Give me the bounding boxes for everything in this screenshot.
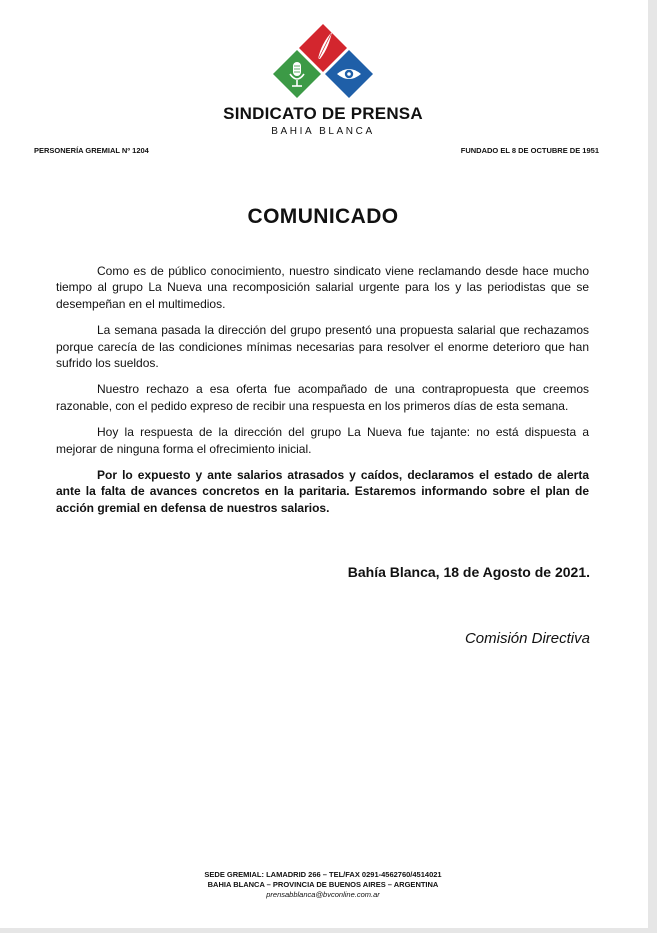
footer-email: prensabblanca@bvconline.com.ar (266, 890, 380, 899)
page-edge-right (648, 0, 657, 933)
page-edge-bottom (0, 928, 657, 933)
document-title: COMUNICADO (247, 205, 399, 228)
founded-date: FUNDADO EL 8 DE OCTUBRE DE 1951 (460, 146, 599, 155)
paragraph-3: Nuestro rechazo a esa oferta fue acompañado de una contrapropuesta que creemos razonable, con el pedido expreso de recibir una respuesta en los primeros días de esta semana. (56, 382, 589, 413)
union-logo-icon (270, 22, 376, 98)
footer-location: BAHIA BLANCA – PROVINCIA DE BUENOS AIRES – ARGENTINA (207, 880, 439, 889)
date-line: Bahía Blanca, 18 de Agosto de 2021. (347, 564, 590, 580)
paragraph-4: Hoy la respuesta de la dirección del grupo La Nueva fue tajante: no está dispuesta a mejorar de ninguna forma el ofrecimiento inicial. (56, 425, 589, 456)
document-body (56, 263, 589, 526)
closing-statement: Por lo expuesto y ante salarios atrasados y caídos, declaramos el estado de alerta ante la falta de avances concretos en la paritaria. Estaremos informando sobre el plan de acción gremial en defensa de nuestros salarios. (56, 468, 589, 515)
footer-address: SEDE GREMIAL: LAMADRID 266 – TEL/FAX 0291-4562760/4514021 (204, 870, 442, 879)
signature: Comisión Directiva (464, 630, 590, 647)
paragraph-1: Como es de público conocimiento, nuestro sindicato viene reclamando desde hace mucho tiempo al grupo La Nueva una recomposición salarial urgente para los y las periodistas que se desempeñan en el multimedios. (56, 264, 589, 311)
org-name: SINDICATO DE PRENSA (223, 104, 423, 123)
paragraph-2: La semana pasada la dirección del grupo presentó una propuesta salarial que rechazamos porque carecía de las condiciones mínimas necesarias para resolver el enorme deterioro que han sufrido los sueldos. (56, 323, 589, 371)
footer (0, 870, 646, 900)
legal-status: PERSONERÍA GREMIAL Nº 1204 (34, 146, 149, 155)
org-city: BAHIA BLANCA (271, 126, 375, 137)
